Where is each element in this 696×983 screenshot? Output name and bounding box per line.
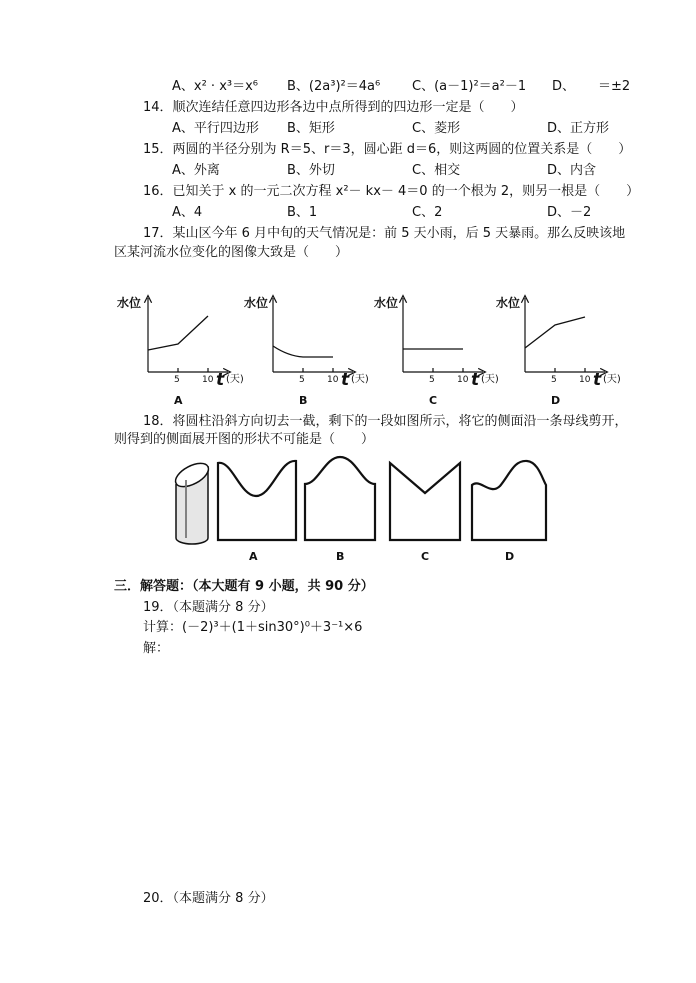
graph-c-tick5-label: 5	[429, 375, 435, 385]
q18-text-line1: 18．将圆柱沿斜方向切去一截，剩下的一段如图所示，将它的侧面沿一条母线剪开，	[143, 414, 628, 429]
graph-d-letter: D	[551, 394, 561, 407]
graph-d-xunit: (天)	[603, 374, 621, 385]
graph-d-ylabel: 水位	[496, 296, 521, 310]
graph-a-letter: A	[174, 394, 183, 407]
unfold-shape-d	[472, 461, 546, 563]
graph-d-tick10-label: 10	[579, 375, 591, 385]
q13-option-d: D、	[552, 79, 576, 94]
graph-c-tick10-label: 10	[457, 375, 469, 385]
q14-option-c: C、菱形	[412, 121, 461, 136]
q14-option-d: D、正方形	[547, 121, 610, 136]
section-3-heading: 三．解答题：（本大题有 9 小题，共 90 分）	[114, 579, 374, 594]
unfold-shape-b	[305, 457, 375, 563]
graph-a-xlabel-t: t	[216, 370, 225, 390]
q20-score: 20．（本题满分 8 分）	[143, 891, 274, 906]
shape-c-letter: C	[421, 550, 430, 563]
q19-score: 19．（本题满分 8 分）	[143, 600, 274, 615]
graph-a-xunit: (天)	[226, 374, 244, 385]
graph-a-tick5-label: 5	[174, 375, 180, 385]
q17-text-line1: 17．某山区今年 6 月中旬的天气情况是：前 5 天小雨，后 5 天暴雨。那么反映该地	[143, 226, 626, 241]
graph-b-xlabel-t: t	[341, 370, 350, 390]
q13-option-c: C、(a－1)²＝a²－1	[412, 79, 527, 94]
q16-option-c: C、2	[412, 205, 443, 220]
graph-c-letter: C	[429, 394, 438, 407]
cut-cylinder-figure	[172, 459, 212, 544]
graph-b-tick5-label: 5	[299, 375, 305, 385]
q13-option-a: A、x² · x³＝x⁶	[172, 79, 259, 94]
shape-d-letter: D	[505, 550, 515, 563]
shape-a-letter: A	[249, 550, 258, 563]
graph-c-xlabel-t: t	[471, 370, 480, 390]
q14-text: 14．顺次连结任意四边形各边中点所得到的四边形一定是（ ）	[143, 100, 524, 115]
graph-b-ylabel: 水位	[244, 296, 269, 310]
unfold-shape-c	[390, 463, 460, 563]
graph-c-ylabel: 水位	[374, 296, 399, 310]
graph-a-tick10-label: 10	[202, 375, 214, 385]
graph-c-xunit: (天)	[481, 374, 499, 385]
q15-option-a: A、外离	[172, 163, 220, 178]
q13-option-d-expression: ＝±2	[598, 79, 631, 94]
q15-option-d: D、内含	[547, 163, 597, 178]
q16-option-b: B、1	[287, 205, 318, 220]
graph-d-xlabel-t: t	[593, 370, 602, 390]
graph-d-tick5-label: 5	[551, 375, 557, 385]
graph-b-tick10-label: 10	[327, 375, 339, 385]
graph-b-letter: B	[299, 394, 308, 407]
graph-a-ylabel: 水位	[117, 296, 142, 310]
q13-option-b: B、(2a³)²＝4a⁶	[287, 79, 381, 94]
q18-text-line2: 则得到的侧面展开图的形状不可能是（ ）	[114, 432, 375, 447]
q15-text: 15．两圆的半径分别为 R＝5、r＝3，圆心距 d＝6，则这两圆的位置关系是（ ）	[143, 142, 632, 157]
q15-option-c: C、相交	[412, 163, 461, 178]
q17-text-line2: 区某河流水位变化的图像大致是（ ）	[114, 245, 349, 260]
q16-option-a: A、4	[172, 205, 203, 220]
q14-option-b: B、矩形	[287, 121, 335, 136]
q16-text: 16．已知关于 x 的一元二次方程 x²－ kx－ 4＝0 的一个根为 2，则另一根是（ ）	[143, 184, 640, 199]
q15-option-b: B、外切	[287, 163, 335, 178]
q19-calc: 计算：(－2)³＋(1＋sin30°)⁰＋3⁻¹×6	[143, 620, 363, 635]
graph-b-xunit: (天)	[351, 374, 369, 385]
q14-option-a: A、平行四边形	[172, 121, 259, 136]
unfold-shape-a	[218, 461, 296, 563]
q16-option-d: D、－2	[547, 205, 592, 220]
shape-b-letter: B	[336, 550, 345, 563]
q19-answer-label: 解：	[143, 641, 170, 656]
